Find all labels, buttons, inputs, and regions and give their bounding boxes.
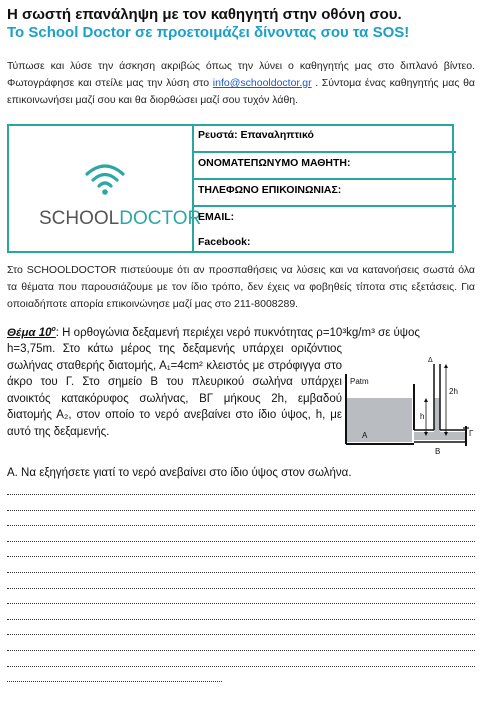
problem-text-body: h=3,75m. Στο κάτω μέρος της δεξαμενής υπάρχει οριζόντιος σωλήνας σταθερής διατομής, Α₁=4cm² κλειστός με στρόφιγγα στο άκρο του Γ. Στο σημείο Β του πλευρικού σωλήνα υπάρχει ανοικτός κατακόρυφος σωλήνας, ΒΓ μήκους 2h, εμβαδού διατομής Α₂, στον οποίο το νερό ανεβαίνει στο ίδιο ύψος, h, με αυτό της δεξαμενής. [7,343,342,438]
problem-text-line1: : Η ορθογώνια δεξαμενή περιέχει νερό πυκνότητας ρ=10³kg/m³ σε ύψος [55,326,420,339]
label-delta: Δ [428,357,433,364]
intro-text-end: . Σύντομα ένας καθηγητής μας θα επικοινωνήσει μαζί σου και θα διορθώσει μαζί σου τυχόν λάθη. [7,77,475,106]
problem-first-line [7,322,475,341]
answer-line[interactable] [7,493,475,495]
info-paragraph: Στο SCHOOLDOCTOR πιστεύουμε ότι αν προσπαθήσεις να λύσεις και να κατανοήσεις σωστά όλα τα θέματα που παρουσιάζουμε με τον ίδιο τρόπο, δεν έχεις να φοβηθείς τίποτα στις εξετάσεις. Για οποιαδήποτε απορία επικοινώνησε μαζί μας στο 211-8008289. [7,264,475,310]
form-divider [194,178,456,180]
answer-line[interactable] [7,509,475,511]
question-a: Α. Να εξηγήσετε γιατί το νερό ανεβαίνει στο ίδιο ύψος στον σωλήνα. [7,467,352,479]
form-field-facebook[interactable]: Facebook: [198,236,251,248]
logo-text-school: SCHOOL [39,208,120,229]
label-h: h [420,412,425,421]
label-2h: 2h [449,387,458,396]
email-link[interactable]: info@schooldoctor.gr [212,77,312,89]
answer-line[interactable] [7,665,475,667]
form-divider [194,151,456,153]
answer-line[interactable] [7,680,222,682]
answer-line[interactable] [7,540,475,542]
answer-line[interactable] [7,649,475,651]
form-field-phone[interactable]: ΤΗΛΕΦΩΝΟ ΕΠΙΚΟΙΝΩΝΙΑΣ: [198,184,342,196]
logo-cell [9,126,202,251]
form-divider [194,205,456,207]
tank-diagram [342,354,476,456]
answer-line[interactable] [7,571,475,573]
form-field-subject: Ρευστά: Επαναληπτικό [198,129,314,141]
label-gamma: Γ [469,429,474,438]
label-a: A [362,431,368,440]
page-title: Η σωστή επανάληψη με τον καθηγητή στην οθόνη σου. [7,6,402,23]
student-info-form [7,124,454,253]
answer-line[interactable] [7,524,475,526]
intro-text: Τύπωσε και λύσε την άσκηση ακριβώς όπως την λύνει ο καθηγητής μας στο διπλανό βίντεο. Φωτογράφησε και στείλε μας την λύση στο [7,60,475,89]
page-subtitle: To School Doctor σε προετοιμάζει δίνοντας σου τα SOS! [7,24,410,41]
label-patm: Patm [350,377,369,386]
logo-text-doctor: DOCTOR [119,208,202,229]
form-field-student-name[interactable]: ΟΝΟΜΑΤΕΠΩΝΥΜΟ ΜΑΘΗΤΗ: [198,157,351,169]
answer-line[interactable] [7,633,475,635]
answer-line[interactable] [7,602,475,604]
label-b: B [435,447,441,456]
answer-line[interactable] [7,555,475,557]
intro-paragraph [7,58,475,109]
tank-water [346,398,412,442]
answer-line[interactable] [7,587,475,589]
problem-label: Θέμα $10^o$ [7,326,56,339]
wifi-signal-icon [85,162,125,196]
logo-wordmark [39,208,201,230]
form-field-email[interactable]: EMAIL: [198,211,235,223]
answer-line[interactable] [7,618,475,620]
